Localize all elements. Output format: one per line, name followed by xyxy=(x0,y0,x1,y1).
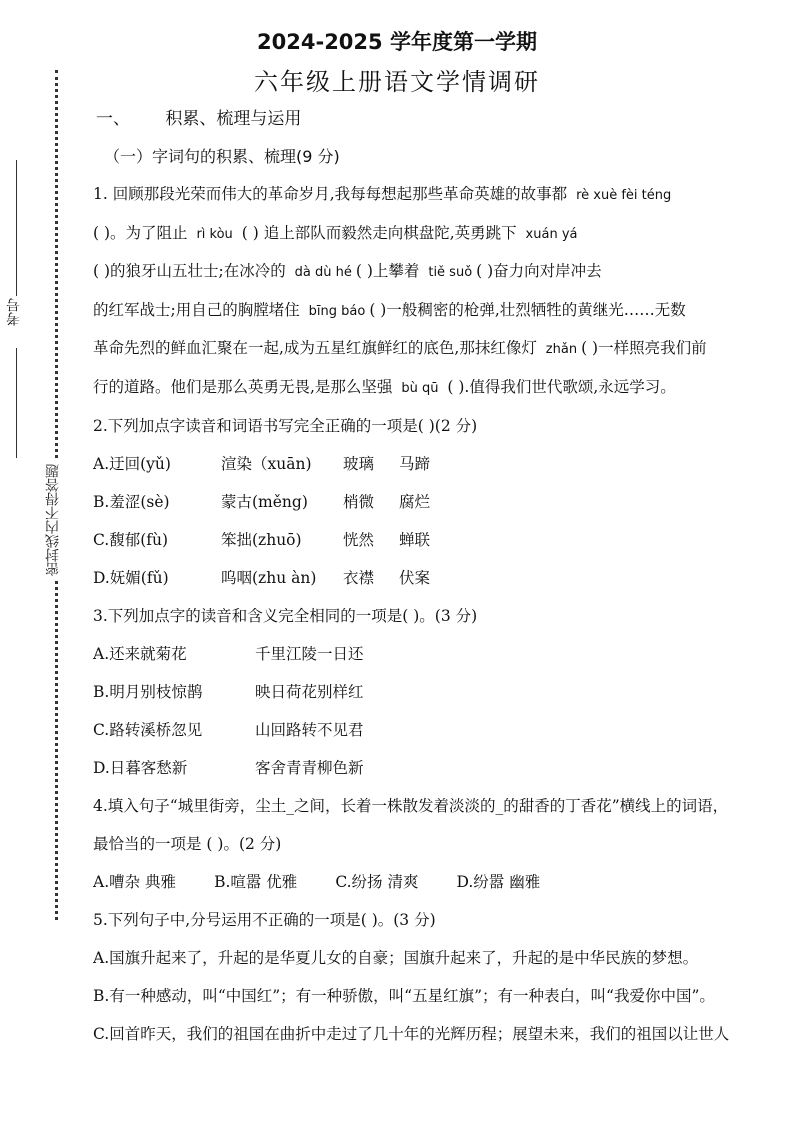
q2-option-b: B.羞涩(sè) 蒙古(měng) 梢微 腐烂 xyxy=(93,493,431,511)
pinyin: bīng báo xyxy=(308,303,366,319)
q4-option-d: D.纷嚣 幽雅 xyxy=(456,873,541,891)
q2-stem: 2.下列加点字读音和词语书写完全正确的一项是( )(2 分) xyxy=(93,417,478,435)
question-5 xyxy=(93,901,763,1053)
q5-option-b: B.有一种感动，叫“中国红”；有一种骄傲，叫“五星红旗”；有一种表白，叫“我爱你中国”。 xyxy=(93,987,715,1005)
section-heading xyxy=(96,104,301,129)
q4-option-b: B.喧嚣 优雅 xyxy=(214,873,298,891)
pinyin: bù qū xyxy=(401,380,439,396)
question-4 xyxy=(93,787,763,901)
pinyin: zhǎn xyxy=(545,342,578,357)
q5-option-a: A.国旗升起来了，升起的是华夏儿女的自豪；国旗升起来了，升起的是中华民族的梦想。 xyxy=(93,949,699,967)
subsection-heading: （一）字词句的积累、梳理(9 分) xyxy=(104,147,340,166)
q4-stem-continued: 最恰当的一项是 ( )。(2 分) xyxy=(93,835,282,853)
q1-line: ( )。为了阻止 rì kòu ( ) 追上部队而毅然走向棋盘陀,英勇跳下 xuán yá xyxy=(93,223,578,242)
q1-line: 1. 回顾那段光荣而伟大的革命岁月,我每每想起那些革命英雄的故事都 rè xuè fèi téng xyxy=(93,185,672,203)
pinyin: rì kòu xyxy=(196,226,233,242)
q5-option-c: C.回首昨天，我们的祖国在曲折中走过了几十年的光辉历程；展望未来，我们的祖国以让世人 xyxy=(93,1025,730,1043)
q1-line: 的红军战士;用自己的胸膛堵住 bīng báo ( )一般稠密的枪弹,壮烈牺牲的黄继光……无数 xyxy=(93,300,686,319)
q4-stem: 4.填入句子“城里街旁，尘土_之间，长着一株散发着淡淡的_的甜香的丁香花”横线上的词语， xyxy=(93,797,729,815)
question-3 xyxy=(93,597,763,787)
q3-option-d: D.日暮客愁新 客舍青青柳色新 xyxy=(93,759,364,777)
q2-option-a: A.迂回(yǔ) 渲染（xuān) 玻璃 马蹄 xyxy=(93,455,431,473)
pinyin: rè xuè fèi téng xyxy=(576,188,672,203)
q4-options xyxy=(93,863,763,901)
section-number: 一、 xyxy=(96,109,130,129)
q4-option-c: C.纷扬 清爽 xyxy=(335,873,419,891)
q3-option-c: C.路转溪桥忽见 山回路转不见君 xyxy=(93,721,364,739)
q1-line: ( )的狼牙山五壮士;在冰冷的 dà dù hé ( )上攀着 tiě suǒ ( )奋力向对岸冲去 xyxy=(93,262,602,280)
exam-title: 六年级上册语文学情调研 xyxy=(254,68,540,96)
question-1 xyxy=(93,176,763,407)
question-2 xyxy=(93,407,763,597)
name-blank xyxy=(16,348,17,458)
term-title: 2024-2025 学年度第一学期 xyxy=(257,30,537,54)
q3-stem: 3.下列加点字的读音和含义完全相同的一项是( )。(3 分) xyxy=(93,607,478,625)
q5-stem: 5.下列句子中,分号运用不正确的一项是( )。(3 分) xyxy=(93,911,436,929)
questions xyxy=(93,176,763,1053)
binding-warning: 密封线内不得答题 xyxy=(44,460,68,580)
q3-option-a: A.还来就菊花 千里江陵一日还 xyxy=(93,645,364,663)
exam-number-label: 考号 xyxy=(4,296,28,328)
section-title: 积累、梳理与运用 xyxy=(165,109,302,129)
pinyin: dà dù hé xyxy=(294,265,352,280)
q2-option-c: C.馥郁(fù) 笨拙(zhuō) 恍然 蝉联 xyxy=(93,531,431,549)
q3-option-b: B.明月别枝惊鹊 映日荷花别样红 xyxy=(93,683,364,701)
pinyin: xuán yá xyxy=(525,226,578,242)
q4-option-a: A.嘈杂 典雅 xyxy=(93,873,177,891)
q2-option-d: D.妩媚(fǔ) 呜咽(zhu àn) 衣襟 伏案 xyxy=(93,569,431,587)
q1-line: 革命先烈的鲜血汇聚在一起,成为五星红旗鲜红的底色,那抹红像灯 zhǎn ( )一样照亮我们前 xyxy=(93,339,707,357)
q1-line: 行的道路。他们是那么英勇无畏,是那么坚强 bù qū ( ).值得我们世代歌颂,永远学习。 xyxy=(93,377,676,396)
pinyin: tiě suǒ xyxy=(428,265,473,280)
